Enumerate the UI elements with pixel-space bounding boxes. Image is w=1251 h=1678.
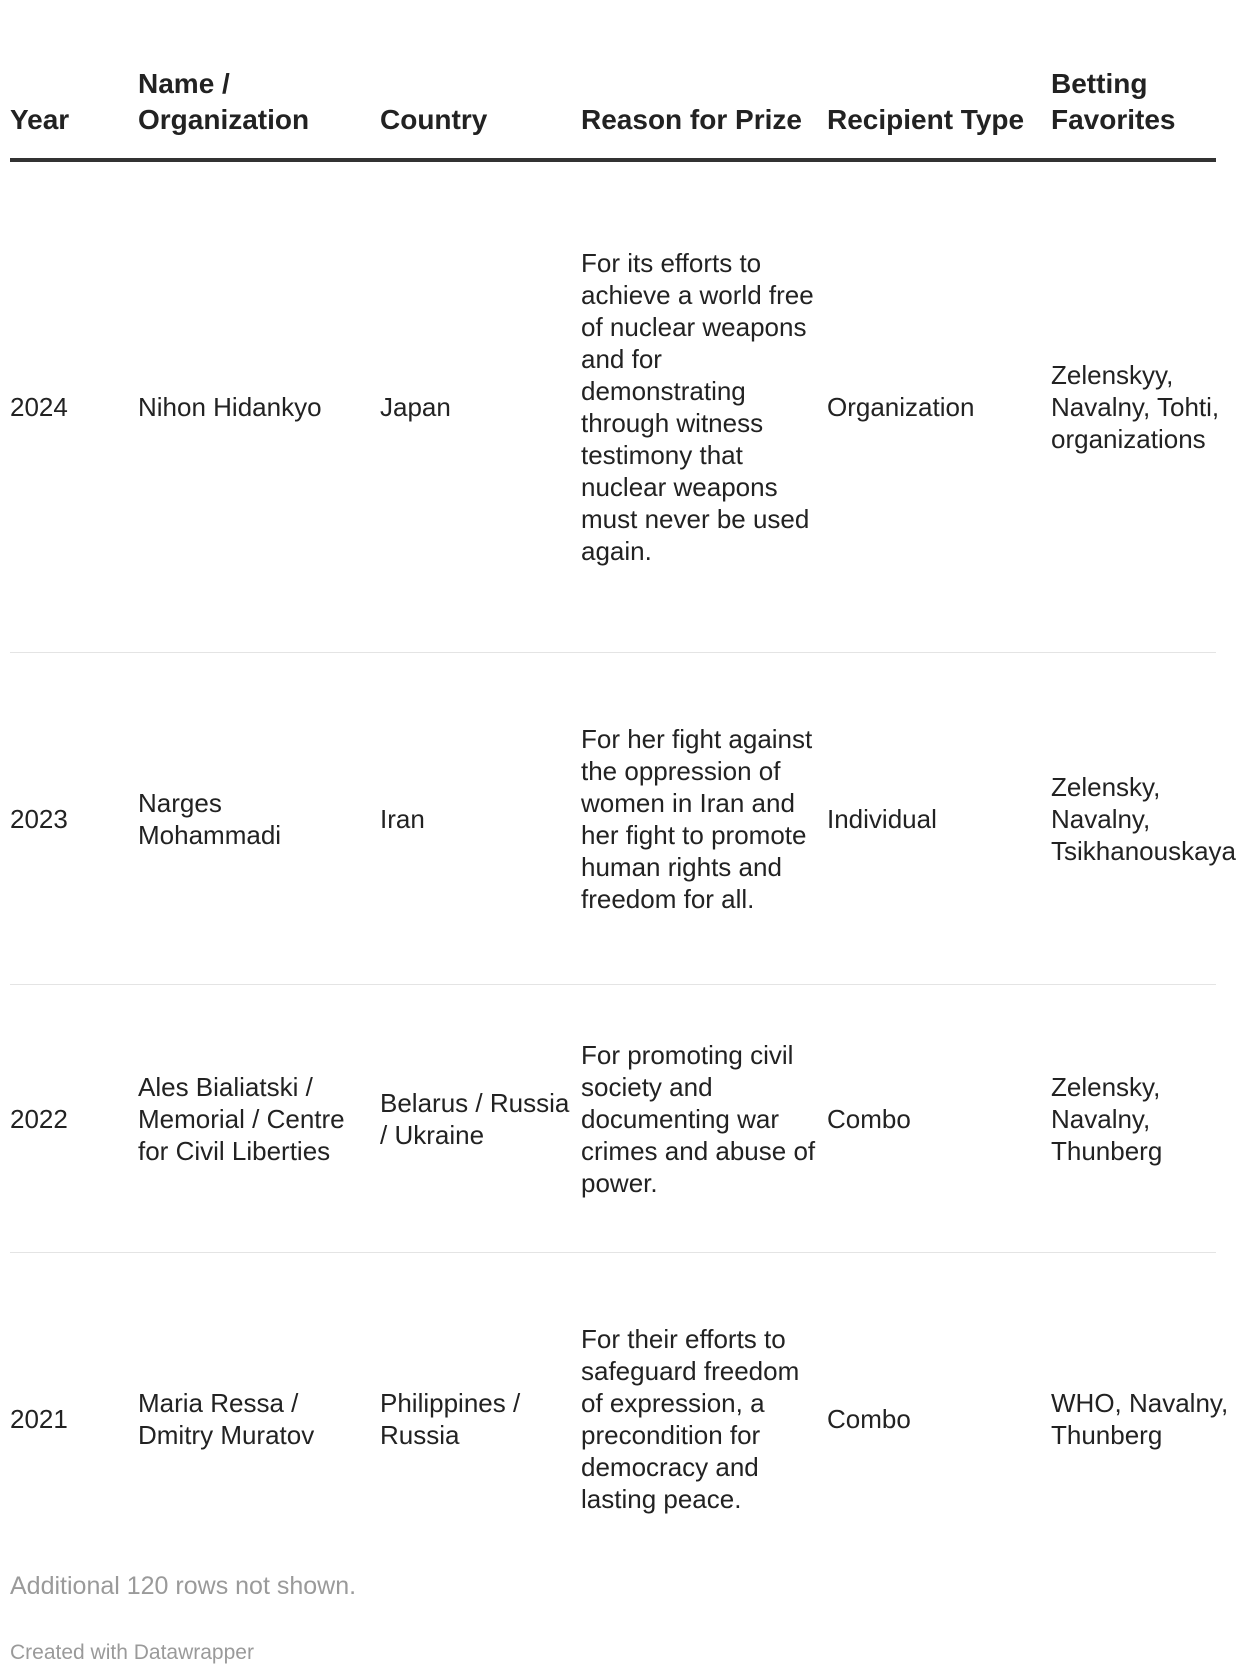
table-header xyxy=(10,0,1216,160)
betting-favorites-text: WHO, Navalny, Thunberg xyxy=(1051,1387,1229,1450)
cell-betting-favorites xyxy=(1051,1253,1229,1585)
betting-favorites-text: Zelensky, Navalny, Tsikhanouskaya xyxy=(1051,771,1236,866)
cell-name: Maria Ressa / Dmitry Muratov xyxy=(138,1387,315,1450)
nobel-peace-prize-table xyxy=(10,0,1236,1584)
cell-year: 2022 xyxy=(10,985,138,1253)
cell-recipient-type: Organization xyxy=(827,160,1051,653)
cell-reason: For its efforts to achieve a world free of nuclear weapons and for demonstrating through witness testimony that nuclear weapons must never be used again. xyxy=(581,160,827,653)
table-body xyxy=(10,160,1236,1584)
column-header-country[interactable]: Country xyxy=(380,0,581,160)
cell-recipient-type: Individual xyxy=(827,653,1051,985)
credit-footer[interactable]: Created with Datawrapper xyxy=(10,1641,254,1664)
cell-country: Iran xyxy=(380,653,581,985)
cell-reason: For promoting civil society and documenting war crimes and abuse of power. xyxy=(581,985,827,1253)
table-notes: Additional 120 rows not shown. xyxy=(10,1572,357,1600)
cell-betting-favorites xyxy=(1051,160,1220,653)
cell-country: Japan xyxy=(380,160,581,653)
column-header-name[interactable]: Name / Organization xyxy=(138,0,380,160)
table-row xyxy=(10,985,1216,1253)
data-table-container xyxy=(10,0,1236,1584)
cell-reason: For their efforts to safeguard freedom of expression, a precondition for democracy and lasting peace. xyxy=(581,1323,800,1514)
header-row xyxy=(10,0,1216,160)
cell-year: 2023 xyxy=(10,653,138,985)
cell-country: Belarus / Russia / Ukraine xyxy=(380,985,581,1253)
table-row xyxy=(10,1253,1216,1585)
cell-name: Narges Mohammadi xyxy=(138,653,380,985)
betting-favorites-text: Zelensky, Navalny, Thunberg xyxy=(1051,1071,1163,1166)
cell-year: 2024 xyxy=(10,160,138,653)
cell-name: Nihon Hidankyo xyxy=(138,160,380,653)
table-row xyxy=(10,160,1216,653)
cell-betting-favorites xyxy=(1051,653,1236,985)
cell-name: Ales Bialiatski / Memorial / Centre for Civil Liberties xyxy=(138,985,380,1253)
column-header-reason[interactable]: Reason for Prize xyxy=(581,0,827,160)
column-header-betting-favorites[interactable]: Betting Favorites xyxy=(1051,0,1216,160)
betting-favorites-text: Zelenskyy, Navalny, Tohti, organizations xyxy=(1051,360,1220,454)
table-row xyxy=(10,653,1216,985)
cell-betting-favorites xyxy=(1051,985,1216,1253)
cell-recipient-type: Combo xyxy=(827,1403,911,1434)
cell-recipient-type: Combo xyxy=(827,985,1051,1253)
column-header-year[interactable]: Year xyxy=(10,0,138,160)
column-header-recipient-type[interactable]: Recipient Type xyxy=(827,0,1051,160)
cell-country: Philippines / Russia xyxy=(380,1387,521,1450)
cell-reason: For her fight against the oppression of women in Iran and her fight to promote human rights and freedom for all. xyxy=(581,653,827,985)
cell-year: 2021 xyxy=(10,1403,68,1434)
